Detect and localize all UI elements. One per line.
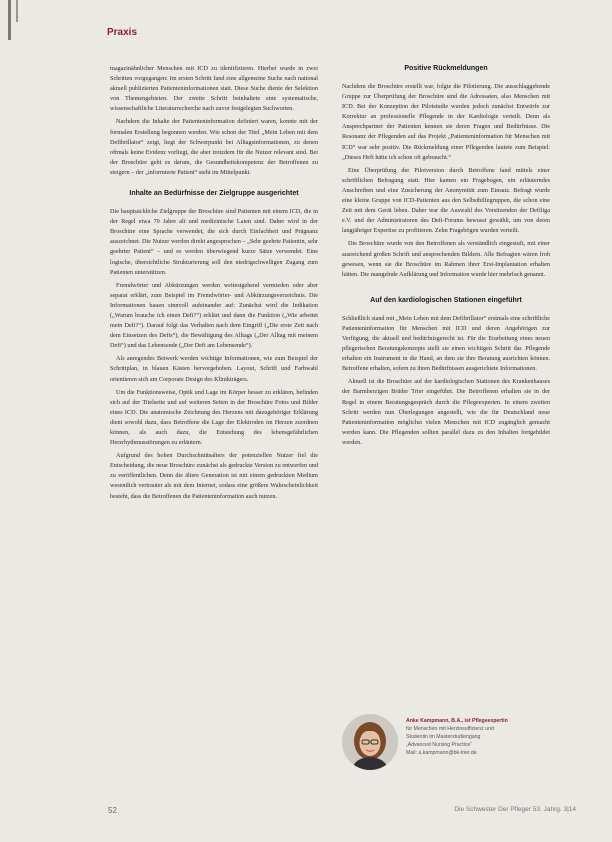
body-paragraph: Schließlich stand mit „Mein Leben mit dem Defibrillator“ erstmals eine schriftliche Patienteninformation für Menschen mit ICD und deren Angehörigen zur Verfügung, die aktuell und bedürfnisgerecht ist. Für die Erarbeitung eines neuen pflegerischen Beratungskonzepts stellt sie einen wichtigen Schritt dar. Pflegende erhalten ein Instrument in die Hand, an dem sie ihre Beratung ausrichten können. Betroffene erhalten, sofern zu ihren Bedürfnissen ausgerichtete Informationen.	[342, 314, 550, 373]
author-bio-line: „Advanced Nursing Practice“	[406, 742, 473, 748]
body-paragraph: Um die Funktionsweise, Optik und Lage im Körper besser zu erklären, befinden sich auf der Titelseite und auf weiteren Seiten in der Broschüre Fotos und Bilder eines ICD. Die anatomische Zeichnung des Herzens mit dazugehöriger Erklärung dient sowohl dazu, dass Betroffene die Lage der Elektroden im Herzen zuordnen können, als auch dazu, die Entstehung des lebensgefährlichen Herzrhythmusstörungen zu erläutern.	[110, 388, 318, 447]
body-paragraph: Aktuell ist die Broschüre auf der kardiologischen Stationen des Krankenhauses der Barmherzigen Brüder Trier eingeführt. Die Betroffenen erhalten sie in der Regel in einem Beratungsgespräch durch die Pflegeexperten. In einem zweiten Schritt werden nun Überlegungen angestellt, wie die für Deutschland neue Patienteninformation möglichst vielen Menschen mit ICD zugänglich gemacht werden kann. Die Pflegenden sollten parallel dazu zu den Inhalten fortgebildet werden.	[342, 378, 550, 446]
left-column	[110, 64, 318, 505]
author-email: Mail: a.kampmann@bk-trier.de	[406, 750, 477, 756]
binding-mark-secondary	[16, 0, 18, 22]
subheading-target-group: Inhalte an Bedürfnisse der Zielgruppe ausgerichtet	[129, 190, 299, 198]
body-paragraph: Nachdem die Broschüre erstellt war, folgte die Pilotierung. Die ausschlaggebende Gruppe zur Überprüfung der Broschüre sind die Adressaten, also Menschen mit ICD. Bei der Konzeption der Pilotstudie wurden jedoch zunächst Entwürfe zur Korrektur an professionelle Pflegende in der Kardiologie verteilt. Denn als Ansprechpartner der Patienten kennen sie deren Fragen und Bedürfnisse. Die Resonanz der Pflegenden auf das Projekt „Patienteninformation für Menschen mit ICD“ war sehr positiv. Die Rückmeldung einer Pflegenden lautete zum Beispiel: „Dieses Heft hätte ich schon oft gebraucht.“	[342, 83, 550, 161]
author-avatar	[342, 714, 398, 770]
body-paragraph: Aufgrund des hohen Durchschnittsalters der potenziellen Nutzer fiel die Entscheidung, die neue Broschüre zunächst als gedruckte Version zu entwerfen und zu veröffentlichen. Denn die ältere Generation ist mit einem gedruckten Medium wesentlich vertrauter als mit dem Internet, sodass eine größere Wahrscheinlichkeit besteht, dass die Betroffenen die Patienteninformation auch nutzen.	[110, 452, 318, 500]
body-paragraph: Als anregendes Beiwerk werden wichtige Informationen, wie zum Beispiel der Schrittplan, in blauen Kästen hervorgehoben. Layout, Schrift und Farbwahl orientieren sich am Corporate Design des Klinikträgers.	[110, 355, 318, 383]
right-column	[342, 64, 550, 451]
author-bio-line: für Menschen mit Herzinsuffizienz und	[406, 726, 494, 732]
subheading-feedback: Positive Rückmeldungen	[404, 65, 488, 72]
author-box	[342, 714, 582, 774]
journal-footer: Die Schwester Der Pfleger 53. Jahrg. 3|14	[454, 806, 576, 813]
binding-mark	[8, 0, 11, 40]
body-paragraph: magazinähnlicher Menschen mit ICD zu identifizieren. Hierbei wurde in zwei Schritten vorgegangen: Im ersten Schritt fand eine allgemeine Suche nach national aktuell publizierten Patienteninformationen statt. Diese Suche diente der Selektion von Themengebieten. Der zweite Schritt beinhaltete eine systematische, wissenschaftliche Literaturrecherche nach zuvor festgelegten Suchworten.	[110, 65, 318, 113]
body-paragraph: Fremdwörter und Abkürzungen werden weitestgehend vermieden oder aber separat erklärt, zum Beispiel im Fremdwörter- und Abkürzungsverzeichnis. Die Informationen bauen sinnvoll aufeinander auf: Zunächst wird die Indikation („Warum brauche ich einen Defi?“) erklärt und dann die Funktion („Wie arbeitet mein Defi?“). Darauf folgt das Verhalten nach dem Eingriff („Die erste Zeit nach dem Einsetzen des Defis“), die Bewältigung des Alltags („Der Alltag mit meinem Defi“) und das Lebensende („Der Defi am Lebensende“).	[110, 281, 318, 350]
body-paragraph: Nachdem die Inhalte der Patienteninformation definiert waren, konnte mit der formalen Erstellung begonnen werden. Wie schon der Titel „Mein Leben mit dem Defibrillator“ zeigt, liegt der Schwerpunkt bei Alltagsinformationen, zu denen oftmals keine Evidenz vorliegt, die aber trotzdem für die Nutzer relevant sind. Bei der Broschüre geht es darum, die Gesundheitskompetenz der Betroffenen zu steigern – der „informierte Patient“ steht im Mittelpunkt.	[110, 118, 318, 176]
section-label: Praxis	[107, 27, 138, 38]
subheading-stations: Auf den kardiologischen Stationen eingeführt	[370, 296, 522, 304]
body-paragraph: Eine Überprüfung der Pilotversion durch Betroffene fand mittels einer schriftlichen Befragung statt. Hier kamen ein Fragebogen, ein erläuterndes Anschreiben und eine Zusicherung der Anonymität zum Einsatz. Befragt wurde eine kleine Gruppe von ICD-Patienten aus den Selbsthilfegruppen, die schon eine Zeit mit dem Gerät leben. Daher war die Auswahl des Vorsitzenden der Defiliga e.V. und der Administratoren des Defi-Forums bewusst gewählt, um von deren langjähriger Expertise zu profitieren. Zehn Fragebögen wurden verteilt.	[342, 166, 550, 235]
page-number: 52	[108, 806, 117, 815]
author-name: Anke Kampmann, B.A., ist Pflegeexpertin	[406, 718, 508, 724]
author-info	[406, 717, 582, 757]
body-paragraph: Die hauptsächliche Zielgruppe der Broschüre sind Patienten mit einem ICD, die in der Regel etwa 70 Jahre alt und medizinische Laien sind. Daher wird in der Broschüre eine Sprache verwendet, die sich durch Einfachheit und Prägnanz auszeichnet. Die Nutzer werden direkt angesprochen – „Sehr geehrte Patientin, sehr geehrter Patient“ – und es werden überwiegend kurze Sätze verwendet. Eine logische, übersichtliche Strukturierung soll den niedrigschwelligen Zugang zum Patienten unterstützen.	[110, 208, 318, 276]
body-paragraph: Die Broschüre wurde von den Betroffenen als verständlich eingestuft, mit einer ausreichend großen Schrift und ansprechenden Bildern. Alle Befragten wären froh gewesen, wenn sie die Broschüre im Rahmen ihrer Erst-Implantation erhalten hätten. Die mangelnde Aufklärung und Information wurde hier mehrfach genannt.	[342, 240, 550, 278]
author-bio-line: Studentin im Masterstudiengang	[406, 734, 481, 740]
